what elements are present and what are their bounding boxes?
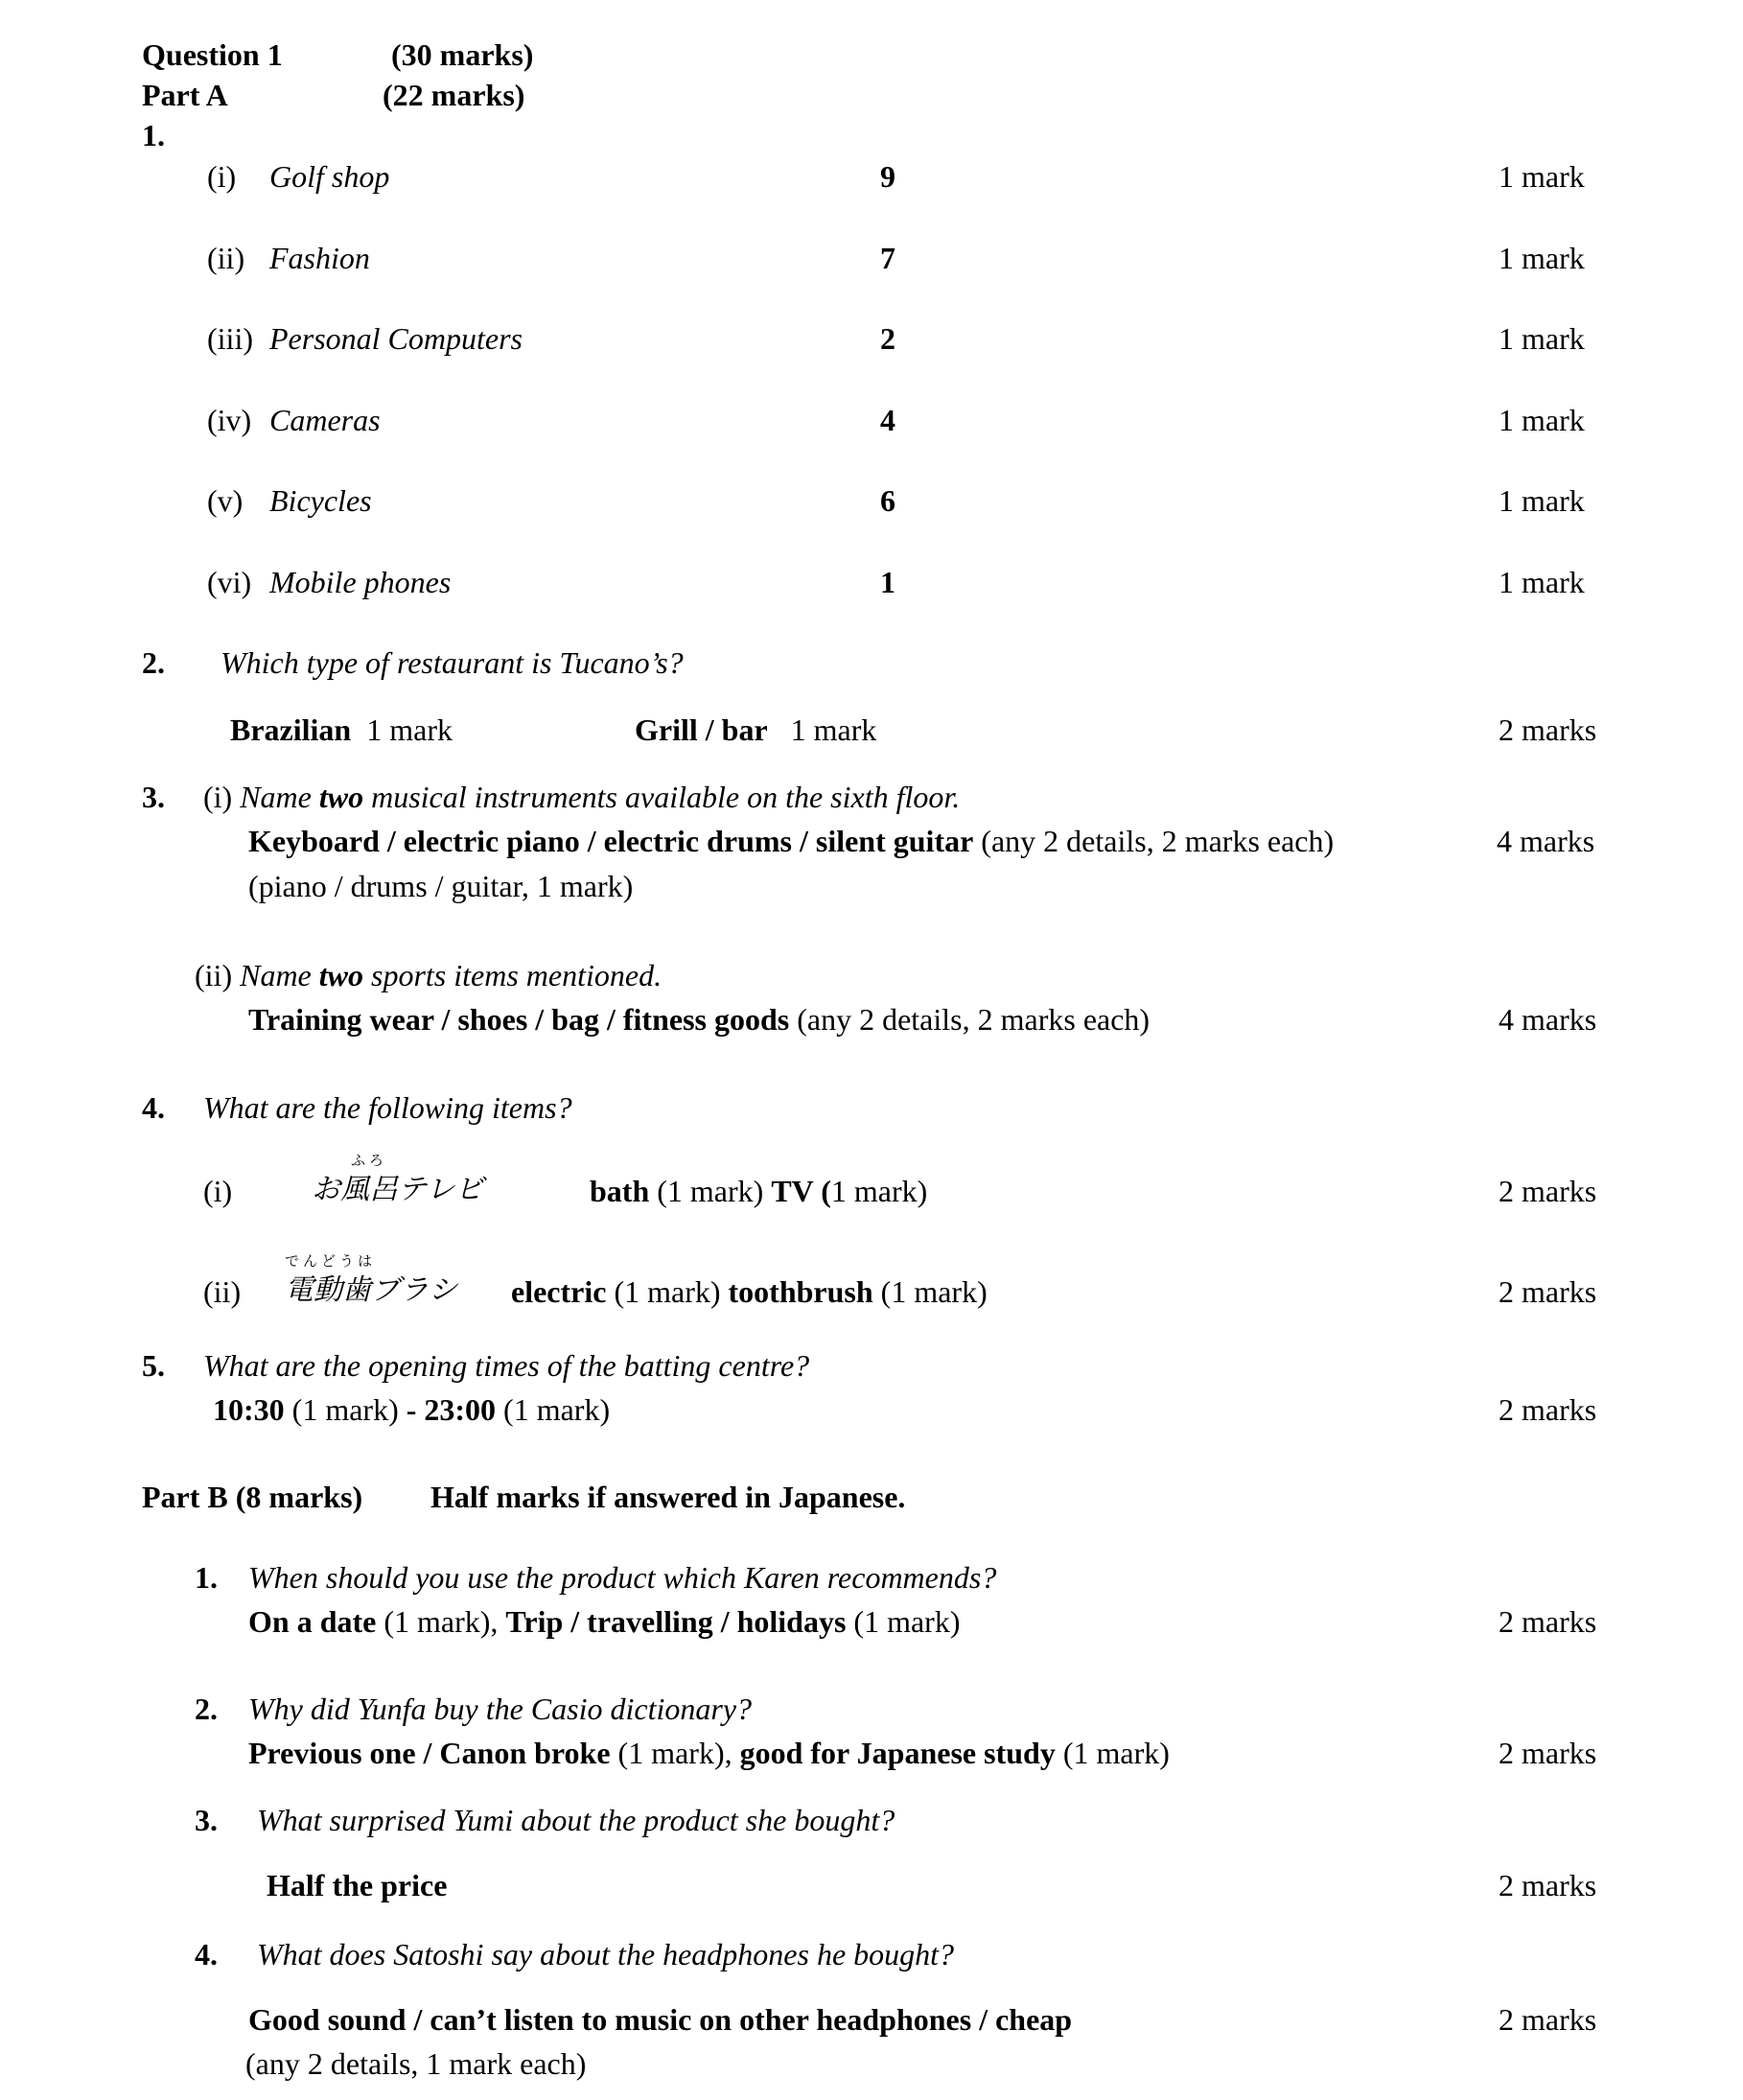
q4i-answer-1-note: (1 mark) — [649, 1174, 772, 1208]
part-b-note: Half marks if answered in Japanese. — [430, 1480, 906, 1514]
part-b-item-marks: 2 marks — [1499, 1868, 1597, 1902]
part-b-item-answer: Half the price — [267, 1868, 448, 1902]
q4ii-ruby — [285, 1252, 377, 1308]
item-answer: 6 — [880, 483, 895, 518]
q4i-answer-2: TV ( — [771, 1174, 831, 1208]
q5-marks: 2 marks — [1499, 1392, 1597, 1427]
part-b-item-number: 1. — [195, 1560, 218, 1595]
q2-answer-1-mark: 1 mark — [366, 712, 453, 747]
q4ii-marks: 2 marks — [1499, 1274, 1597, 1309]
question-title: Question 1 — [142, 37, 283, 72]
item-label: Bicycles — [269, 483, 372, 518]
item-marks: 1 mark — [1499, 159, 1585, 194]
q4i-jp-post: テレビ — [398, 1173, 484, 1206]
item-marks: 1 mark — [1499, 483, 1585, 518]
q2-answer-2 — [635, 712, 876, 748]
question-marks: (30 marks) — [391, 37, 534, 72]
q3i-answer — [248, 823, 1334, 859]
part-b-item-number: 4. — [195, 1937, 218, 1972]
item-label: Golf shop — [269, 159, 390, 194]
q4ii-answer-1-note: (1 mark) — [606, 1274, 729, 1309]
q4i-marks: 2 marks — [1499, 1174, 1597, 1208]
q3i-answer-note: (any 2 details, 2 marks each) — [973, 824, 1335, 858]
part-b-item-question: What does Satoshi say about the headphones he bought? — [257, 1937, 955, 1972]
q2-answer-2-text: Grill / bar — [635, 712, 768, 747]
q2-answer-1-text: Brazilian — [230, 712, 352, 747]
item-label: Cameras — [269, 403, 381, 437]
q4-number: 4. — [142, 1090, 165, 1125]
q3i-question-bold: two — [318, 780, 364, 814]
item-num: (i) — [207, 159, 237, 194]
q3ii-question — [195, 957, 662, 993]
answer-2: good for Japanese study — [739, 1736, 1056, 1770]
item-num: (ii) — [207, 241, 245, 275]
item-num: (iv) — [207, 403, 252, 437]
part-b-item-question: Why did Yunfa buy the Casio dictionary? — [248, 1692, 753, 1726]
q3ii-answer — [248, 1001, 1150, 1038]
q4ii-answer — [511, 1273, 988, 1310]
item-num: (iii) — [207, 321, 253, 356]
q5-time-close-note: (1 mark) — [496, 1392, 611, 1427]
q4ii-japanese — [285, 1252, 457, 1308]
q3i-question-pre: Name — [240, 780, 319, 814]
part-b-item-number: 3. — [195, 1803, 218, 1837]
q4ii-furigana: でんどうは — [285, 1252, 377, 1270]
answer-1-note: (1 mark), — [376, 1604, 506, 1639]
q4i-ruby-base: 風呂 — [340, 1173, 398, 1206]
part-a-marks: (22 marks) — [383, 78, 525, 112]
q4ii-answer-1: electric — [511, 1274, 607, 1309]
q4i-jp-pre: お — [312, 1173, 340, 1206]
q4i-answer — [590, 1173, 927, 1209]
item-answer: 7 — [880, 241, 895, 275]
q5-time-close: 23:00 — [424, 1392, 497, 1427]
answer-2-note: (1 mark) — [846, 1604, 961, 1639]
q4ii-num: (ii) — [203, 1274, 242, 1309]
q5-number: 5. — [142, 1348, 165, 1383]
q4ii-answer-2: toothbrush — [728, 1274, 873, 1309]
item-label: Personal Computers — [269, 321, 523, 356]
part-b-item-question: What surprised Yumi about the product she bought? — [257, 1803, 895, 1837]
q3ii-answer-note: (any 2 details, 2 marks each) — [789, 1002, 1150, 1037]
q3ii-marks: 4 marks — [1499, 1002, 1597, 1037]
item-marks: 1 mark — [1499, 565, 1585, 599]
q3i-question-post: musical instruments available on the sixth floor. — [363, 780, 961, 814]
q2-question: Which type of restaurant is Tucano’s? — [221, 645, 684, 680]
q5-question: What are the opening times of the batting centre? — [203, 1348, 810, 1383]
q3i-num: (i) — [203, 780, 233, 814]
answer-1: On a date — [248, 1604, 377, 1639]
q2-answer-2-mark: 1 mark — [790, 712, 877, 747]
q4i-furigana: ふろ — [350, 1152, 387, 1169]
q3ii-question-bold: two — [318, 958, 363, 992]
q3i-marks: 4 marks — [1497, 824, 1595, 858]
answer-2-note: (1 mark) — [1055, 1736, 1170, 1770]
q5-answer — [213, 1391, 610, 1428]
part-b-item-number: 2. — [195, 1692, 218, 1726]
q3i-note2: (piano / drums / guitar, 1 mark) — [248, 869, 634, 903]
q3ii-question-post: sports items mentioned. — [362, 958, 662, 992]
part-b-title: Part B (8 marks) — [142, 1480, 363, 1514]
q2-answer-1 — [230, 712, 453, 748]
item-answer: 2 — [880, 321, 895, 356]
q5-dash: - — [406, 1392, 425, 1427]
part-b-item-question: When should you use the product which Karen recommends? — [248, 1560, 997, 1595]
q2-number: 2. — [142, 645, 165, 680]
q3ii-answer-text: Training wear / shoes / bag / fitness goods — [248, 1002, 790, 1037]
q4i-answer-2-note: 1 mark) — [830, 1174, 928, 1208]
part-b-item-marks: 2 marks — [1499, 1736, 1597, 1770]
q5-time-open-note: (1 mark) — [284, 1392, 407, 1427]
q4i-num: (i) — [203, 1174, 233, 1208]
q4ii-answer-2-note: (1 mark) — [872, 1274, 988, 1309]
q4i-answer-1: bath — [590, 1174, 650, 1208]
q5-time-open: 10:30 — [213, 1392, 285, 1427]
q1-number: 1. — [142, 118, 165, 152]
answer-2: Trip / travelling / holidays — [505, 1604, 847, 1639]
part-b-item-marks: 2 marks — [1499, 1604, 1597, 1639]
item-num: (vi) — [207, 565, 252, 599]
q3i-answer-text: Keyboard / electric piano / electric drums / silent guitar — [248, 824, 974, 858]
item-marks: 1 mark — [1499, 241, 1585, 275]
part-b-item-answer — [248, 1603, 960, 1640]
answer-1: Previous one / Canon broke — [248, 1736, 611, 1770]
q4i-ruby — [340, 1152, 398, 1207]
item-marks: 1 mark — [1499, 321, 1585, 356]
item-answer: 1 — [880, 565, 895, 599]
part-b-item-note: (any 2 details, 1 mark each) — [245, 2046, 587, 2081]
q2-marks: 2 marks — [1499, 712, 1597, 747]
q4ii-jp-post: ブラシ — [371, 1273, 457, 1307]
q4-question: What are the following items? — [203, 1090, 572, 1125]
answer-1-note: (1 mark), — [610, 1736, 740, 1770]
item-label: Mobile phones — [269, 565, 452, 599]
item-answer: 4 — [880, 403, 895, 437]
item-marks: 1 mark — [1499, 403, 1585, 437]
part-a-title: Part A — [142, 78, 228, 112]
q4i-japanese — [312, 1152, 484, 1207]
item-answer: 9 — [880, 159, 895, 194]
part-b-item-marks: 2 marks — [1499, 2002, 1597, 2037]
q3-number: 3. — [142, 780, 165, 814]
part-b-item-answer — [248, 1735, 1170, 1771]
q3ii-question-pre: Name — [240, 958, 319, 992]
q4ii-ruby-base: 電動歯 — [285, 1273, 371, 1307]
item-label: Fashion — [269, 241, 370, 275]
part-b-item-answer: Good sound / can’t listen to music on other headphones / cheap — [248, 2002, 1073, 2037]
item-num: (v) — [207, 483, 244, 518]
q3ii-num: (ii) — [195, 958, 233, 992]
q3i-question — [203, 779, 960, 815]
